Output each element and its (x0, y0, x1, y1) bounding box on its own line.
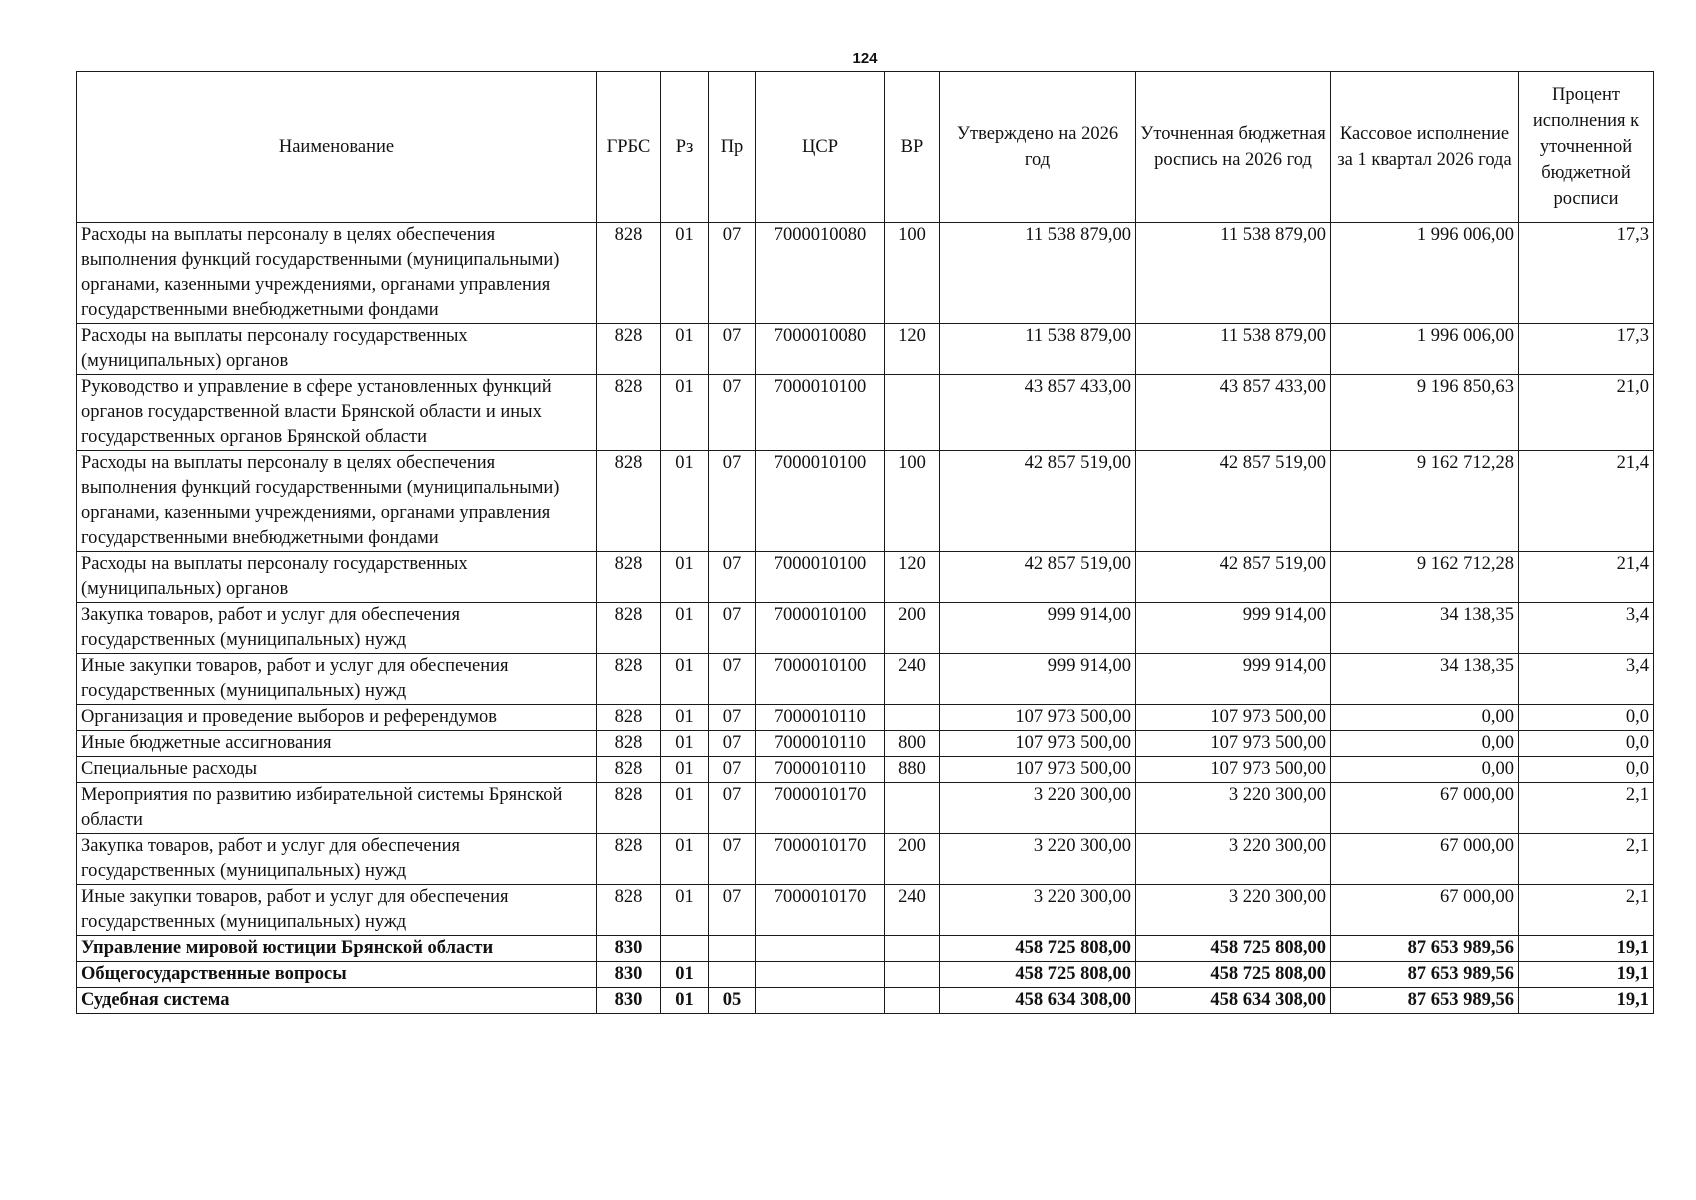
cell-refined: 999 914,00 (1136, 654, 1331, 705)
table-row (77, 988, 1654, 1014)
cell-name: Закупка товаров, работ и услуг для обеспечения государственных (муниципальных) нужд (77, 834, 597, 885)
cell-percent: 19,1 (1519, 936, 1654, 962)
cell-vr: 120 (885, 324, 940, 375)
table-row (77, 962, 1654, 988)
header-vr: ВР (885, 72, 940, 223)
cell-refined: 107 973 500,00 (1136, 705, 1331, 731)
cell-name: Расходы на выплаты персоналу государственных (муниципальных) органов (77, 324, 597, 375)
table-row (77, 223, 1654, 324)
cell-grbs: 828 (597, 654, 661, 705)
cell-vr (885, 783, 940, 834)
cell-cash: 67 000,00 (1331, 783, 1519, 834)
cell-pr (709, 962, 756, 988)
cell-name: Организация и проведение выборов и референдумов (77, 705, 597, 731)
cell-rz: 01 (661, 223, 709, 324)
cell-approved: 43 857 433,00 (940, 375, 1136, 451)
cell-name: Иные бюджетные ассигнования (77, 731, 597, 757)
header-rz: Рз (661, 72, 709, 223)
cell-grbs: 828 (597, 324, 661, 375)
cell-refined: 3 220 300,00 (1136, 783, 1331, 834)
cell-vr: 100 (885, 223, 940, 324)
cell-vr: 240 (885, 885, 940, 936)
cell-pr: 07 (709, 885, 756, 936)
header-csr: ЦСР (756, 72, 885, 223)
cell-pr: 07 (709, 705, 756, 731)
cell-refined: 458 725 808,00 (1136, 936, 1331, 962)
cell-percent: 21,4 (1519, 552, 1654, 603)
cell-grbs: 828 (597, 885, 661, 936)
cell-vr: 880 (885, 757, 940, 783)
cell-grbs: 828 (597, 223, 661, 324)
cell-csr: 7000010080 (756, 223, 885, 324)
cell-approved: 42 857 519,00 (940, 552, 1136, 603)
header-refined: Уточненная бюджетная роспись на 2026 год (1136, 72, 1331, 223)
cell-approved: 3 220 300,00 (940, 834, 1136, 885)
cell-csr: 7000010110 (756, 757, 885, 783)
cell-pr: 07 (709, 552, 756, 603)
table-row (77, 705, 1654, 731)
cell-approved: 11 538 879,00 (940, 324, 1136, 375)
cell-grbs: 828 (597, 451, 661, 552)
cell-name: Мероприятия по развитию избирательной системы Брянской области (77, 783, 597, 834)
cell-csr: 7000010170 (756, 834, 885, 885)
cell-vr (885, 988, 940, 1014)
cell-pr: 07 (709, 451, 756, 552)
cell-cash: 87 653 989,56 (1331, 962, 1519, 988)
cell-cash: 34 138,35 (1331, 603, 1519, 654)
table-row (77, 731, 1654, 757)
cell-refined: 999 914,00 (1136, 603, 1331, 654)
cell-rz: 01 (661, 988, 709, 1014)
cell-percent: 2,1 (1519, 783, 1654, 834)
cell-rz: 01 (661, 885, 709, 936)
table-row (77, 757, 1654, 783)
cell-rz: 01 (661, 451, 709, 552)
cell-approved: 107 973 500,00 (940, 705, 1136, 731)
header-pr: Пр (709, 72, 756, 223)
cell-vr: 120 (885, 552, 940, 603)
cell-csr: 7000010170 (756, 783, 885, 834)
cell-rz: 01 (661, 552, 709, 603)
cell-cash: 0,00 (1331, 757, 1519, 783)
cell-pr: 07 (709, 783, 756, 834)
cell-name: Расходы на выплаты персоналу в целях обеспечения выполнения функций государственными (муниципальными) органами, казенными учреждениями, органами управления государственными внебюджетными фондами (77, 451, 597, 552)
cell-grbs: 828 (597, 603, 661, 654)
cell-name: Расходы на выплаты персоналу в целях обеспечения выполнения функций государственными (муниципальными) органами, казенными учреждениями, органами управления государственными внебюджетными фондами (77, 223, 597, 324)
cell-csr (756, 962, 885, 988)
cell-csr: 7000010100 (756, 375, 885, 451)
table-row (77, 451, 1654, 552)
cell-vr (885, 962, 940, 988)
cell-grbs: 828 (597, 731, 661, 757)
cell-cash: 34 138,35 (1331, 654, 1519, 705)
cell-rz: 01 (661, 757, 709, 783)
cell-name: Судебная система (77, 988, 597, 1014)
cell-cash: 0,00 (1331, 731, 1519, 757)
header-cash: Кассовое исполнение за 1 квартал 2026 года (1331, 72, 1519, 223)
cell-grbs: 828 (597, 757, 661, 783)
cell-grbs: 830 (597, 936, 661, 962)
cell-approved: 11 538 879,00 (940, 223, 1136, 324)
cell-percent: 19,1 (1519, 962, 1654, 988)
cell-percent: 2,1 (1519, 834, 1654, 885)
cell-rz: 01 (661, 962, 709, 988)
cell-approved: 999 914,00 (940, 603, 1136, 654)
cell-name: Расходы на выплаты персоналу государственных (муниципальных) органов (77, 552, 597, 603)
table-body (77, 223, 1654, 1014)
cell-pr: 07 (709, 603, 756, 654)
header-grbs: ГРБС (597, 72, 661, 223)
budget-execution-table (76, 71, 1654, 1014)
cell-refined: 42 857 519,00 (1136, 552, 1331, 603)
cell-approved: 3 220 300,00 (940, 885, 1136, 936)
table-row (77, 834, 1654, 885)
header-percent: Процент исполнения к уточненной бюджетной росписи (1519, 72, 1654, 223)
cell-vr: 200 (885, 603, 940, 654)
cell-pr: 05 (709, 988, 756, 1014)
table-row (77, 885, 1654, 936)
cell-csr: 7000010170 (756, 885, 885, 936)
cell-grbs: 828 (597, 552, 661, 603)
cell-csr (756, 936, 885, 962)
cell-csr: 7000010100 (756, 603, 885, 654)
header-row (77, 72, 1654, 223)
cell-name: Иные закупки товаров, работ и услуг для обеспечения государственных (муниципальных) нужд (77, 885, 597, 936)
header-approved: Утверждено на 2026 год (940, 72, 1136, 223)
cell-csr: 7000010100 (756, 451, 885, 552)
cell-refined: 3 220 300,00 (1136, 834, 1331, 885)
cell-pr: 07 (709, 731, 756, 757)
cell-rz: 01 (661, 603, 709, 654)
cell-csr: 7000010110 (756, 705, 885, 731)
cell-approved: 107 973 500,00 (940, 757, 1136, 783)
cell-rz: 01 (661, 834, 709, 885)
cell-csr (756, 988, 885, 1014)
cell-percent: 3,4 (1519, 603, 1654, 654)
cell-name: Общегосударственные вопросы (77, 962, 597, 988)
cell-name: Закупка товаров, работ и услуг для обеспечения государственных (муниципальных) нужд (77, 603, 597, 654)
cell-grbs: 828 (597, 783, 661, 834)
cell-grbs: 828 (597, 375, 661, 451)
cell-refined: 11 538 879,00 (1136, 223, 1331, 324)
cell-name: Руководство и управление в сфере установленных функций органов государственной власти Брянской области и иных государственных органов Брянской области (77, 375, 597, 451)
table-row (77, 654, 1654, 705)
cell-rz: 01 (661, 654, 709, 705)
cell-csr: 7000010110 (756, 731, 885, 757)
cell-percent: 21,4 (1519, 451, 1654, 552)
cell-refined: 458 634 308,00 (1136, 988, 1331, 1014)
cell-pr: 07 (709, 324, 756, 375)
cell-refined: 11 538 879,00 (1136, 324, 1331, 375)
cell-cash: 87 653 989,56 (1331, 988, 1519, 1014)
cell-approved: 458 725 808,00 (940, 962, 1136, 988)
table-row (77, 552, 1654, 603)
cell-cash: 1 996 006,00 (1331, 324, 1519, 375)
cell-percent: 21,0 (1519, 375, 1654, 451)
header-name: Наименование (77, 72, 597, 223)
cell-percent: 3,4 (1519, 654, 1654, 705)
cell-vr: 200 (885, 834, 940, 885)
cell-grbs: 830 (597, 988, 661, 1014)
table-row (77, 324, 1654, 375)
cell-csr: 7000010080 (756, 324, 885, 375)
cell-vr: 100 (885, 451, 940, 552)
cell-name: Управление мировой юстиции Брянской области (77, 936, 597, 962)
cell-approved: 458 634 308,00 (940, 988, 1136, 1014)
cell-pr: 07 (709, 375, 756, 451)
cell-rz: 01 (661, 705, 709, 731)
cell-approved: 107 973 500,00 (940, 731, 1136, 757)
table-row (77, 936, 1654, 962)
cell-rz: 01 (661, 783, 709, 834)
cell-pr: 07 (709, 757, 756, 783)
cell-rz: 01 (661, 375, 709, 451)
cell-rz: 01 (661, 731, 709, 757)
cell-refined: 107 973 500,00 (1136, 731, 1331, 757)
cell-pr: 07 (709, 834, 756, 885)
cell-refined: 42 857 519,00 (1136, 451, 1331, 552)
cell-grbs: 830 (597, 962, 661, 988)
cell-refined: 3 220 300,00 (1136, 885, 1331, 936)
cell-percent: 0,0 (1519, 731, 1654, 757)
table-row (77, 783, 1654, 834)
cell-cash: 9 162 712,28 (1331, 451, 1519, 552)
cell-percent: 17,3 (1519, 223, 1654, 324)
table-row (77, 375, 1654, 451)
cell-approved: 999 914,00 (940, 654, 1136, 705)
cell-csr: 7000010100 (756, 654, 885, 705)
cell-vr: 800 (885, 731, 940, 757)
cell-csr: 7000010100 (756, 552, 885, 603)
cell-percent: 0,0 (1519, 757, 1654, 783)
cell-cash: 67 000,00 (1331, 834, 1519, 885)
cell-vr (885, 375, 940, 451)
cell-percent: 17,3 (1519, 324, 1654, 375)
cell-cash: 9 196 850,63 (1331, 375, 1519, 451)
cell-approved: 3 220 300,00 (940, 783, 1136, 834)
cell-refined: 43 857 433,00 (1136, 375, 1331, 451)
cell-refined: 107 973 500,00 (1136, 757, 1331, 783)
cell-percent: 2,1 (1519, 885, 1654, 936)
cell-name: Иные закупки товаров, работ и услуг для обеспечения государственных (муниципальных) нужд (77, 654, 597, 705)
cell-percent: 19,1 (1519, 988, 1654, 1014)
cell-cash: 0,00 (1331, 705, 1519, 731)
cell-vr (885, 705, 940, 731)
cell-name: Специальные расходы (77, 757, 597, 783)
cell-vr (885, 936, 940, 962)
cell-grbs: 828 (597, 705, 661, 731)
cell-approved: 42 857 519,00 (940, 451, 1136, 552)
cell-vr: 240 (885, 654, 940, 705)
cell-rz: 01 (661, 324, 709, 375)
cell-pr (709, 936, 756, 962)
cell-pr: 07 (709, 223, 756, 324)
cell-grbs: 828 (597, 834, 661, 885)
page-number: 124 (852, 50, 878, 67)
cell-rz (661, 936, 709, 962)
cell-approved: 458 725 808,00 (940, 936, 1136, 962)
cell-refined: 458 725 808,00 (1136, 962, 1331, 988)
cell-cash: 67 000,00 (1331, 885, 1519, 936)
cell-pr: 07 (709, 654, 756, 705)
table-row (77, 603, 1654, 654)
cell-cash: 1 996 006,00 (1331, 223, 1519, 324)
cell-cash: 87 653 989,56 (1331, 936, 1519, 962)
cell-cash: 9 162 712,28 (1331, 552, 1519, 603)
cell-percent: 0,0 (1519, 705, 1654, 731)
